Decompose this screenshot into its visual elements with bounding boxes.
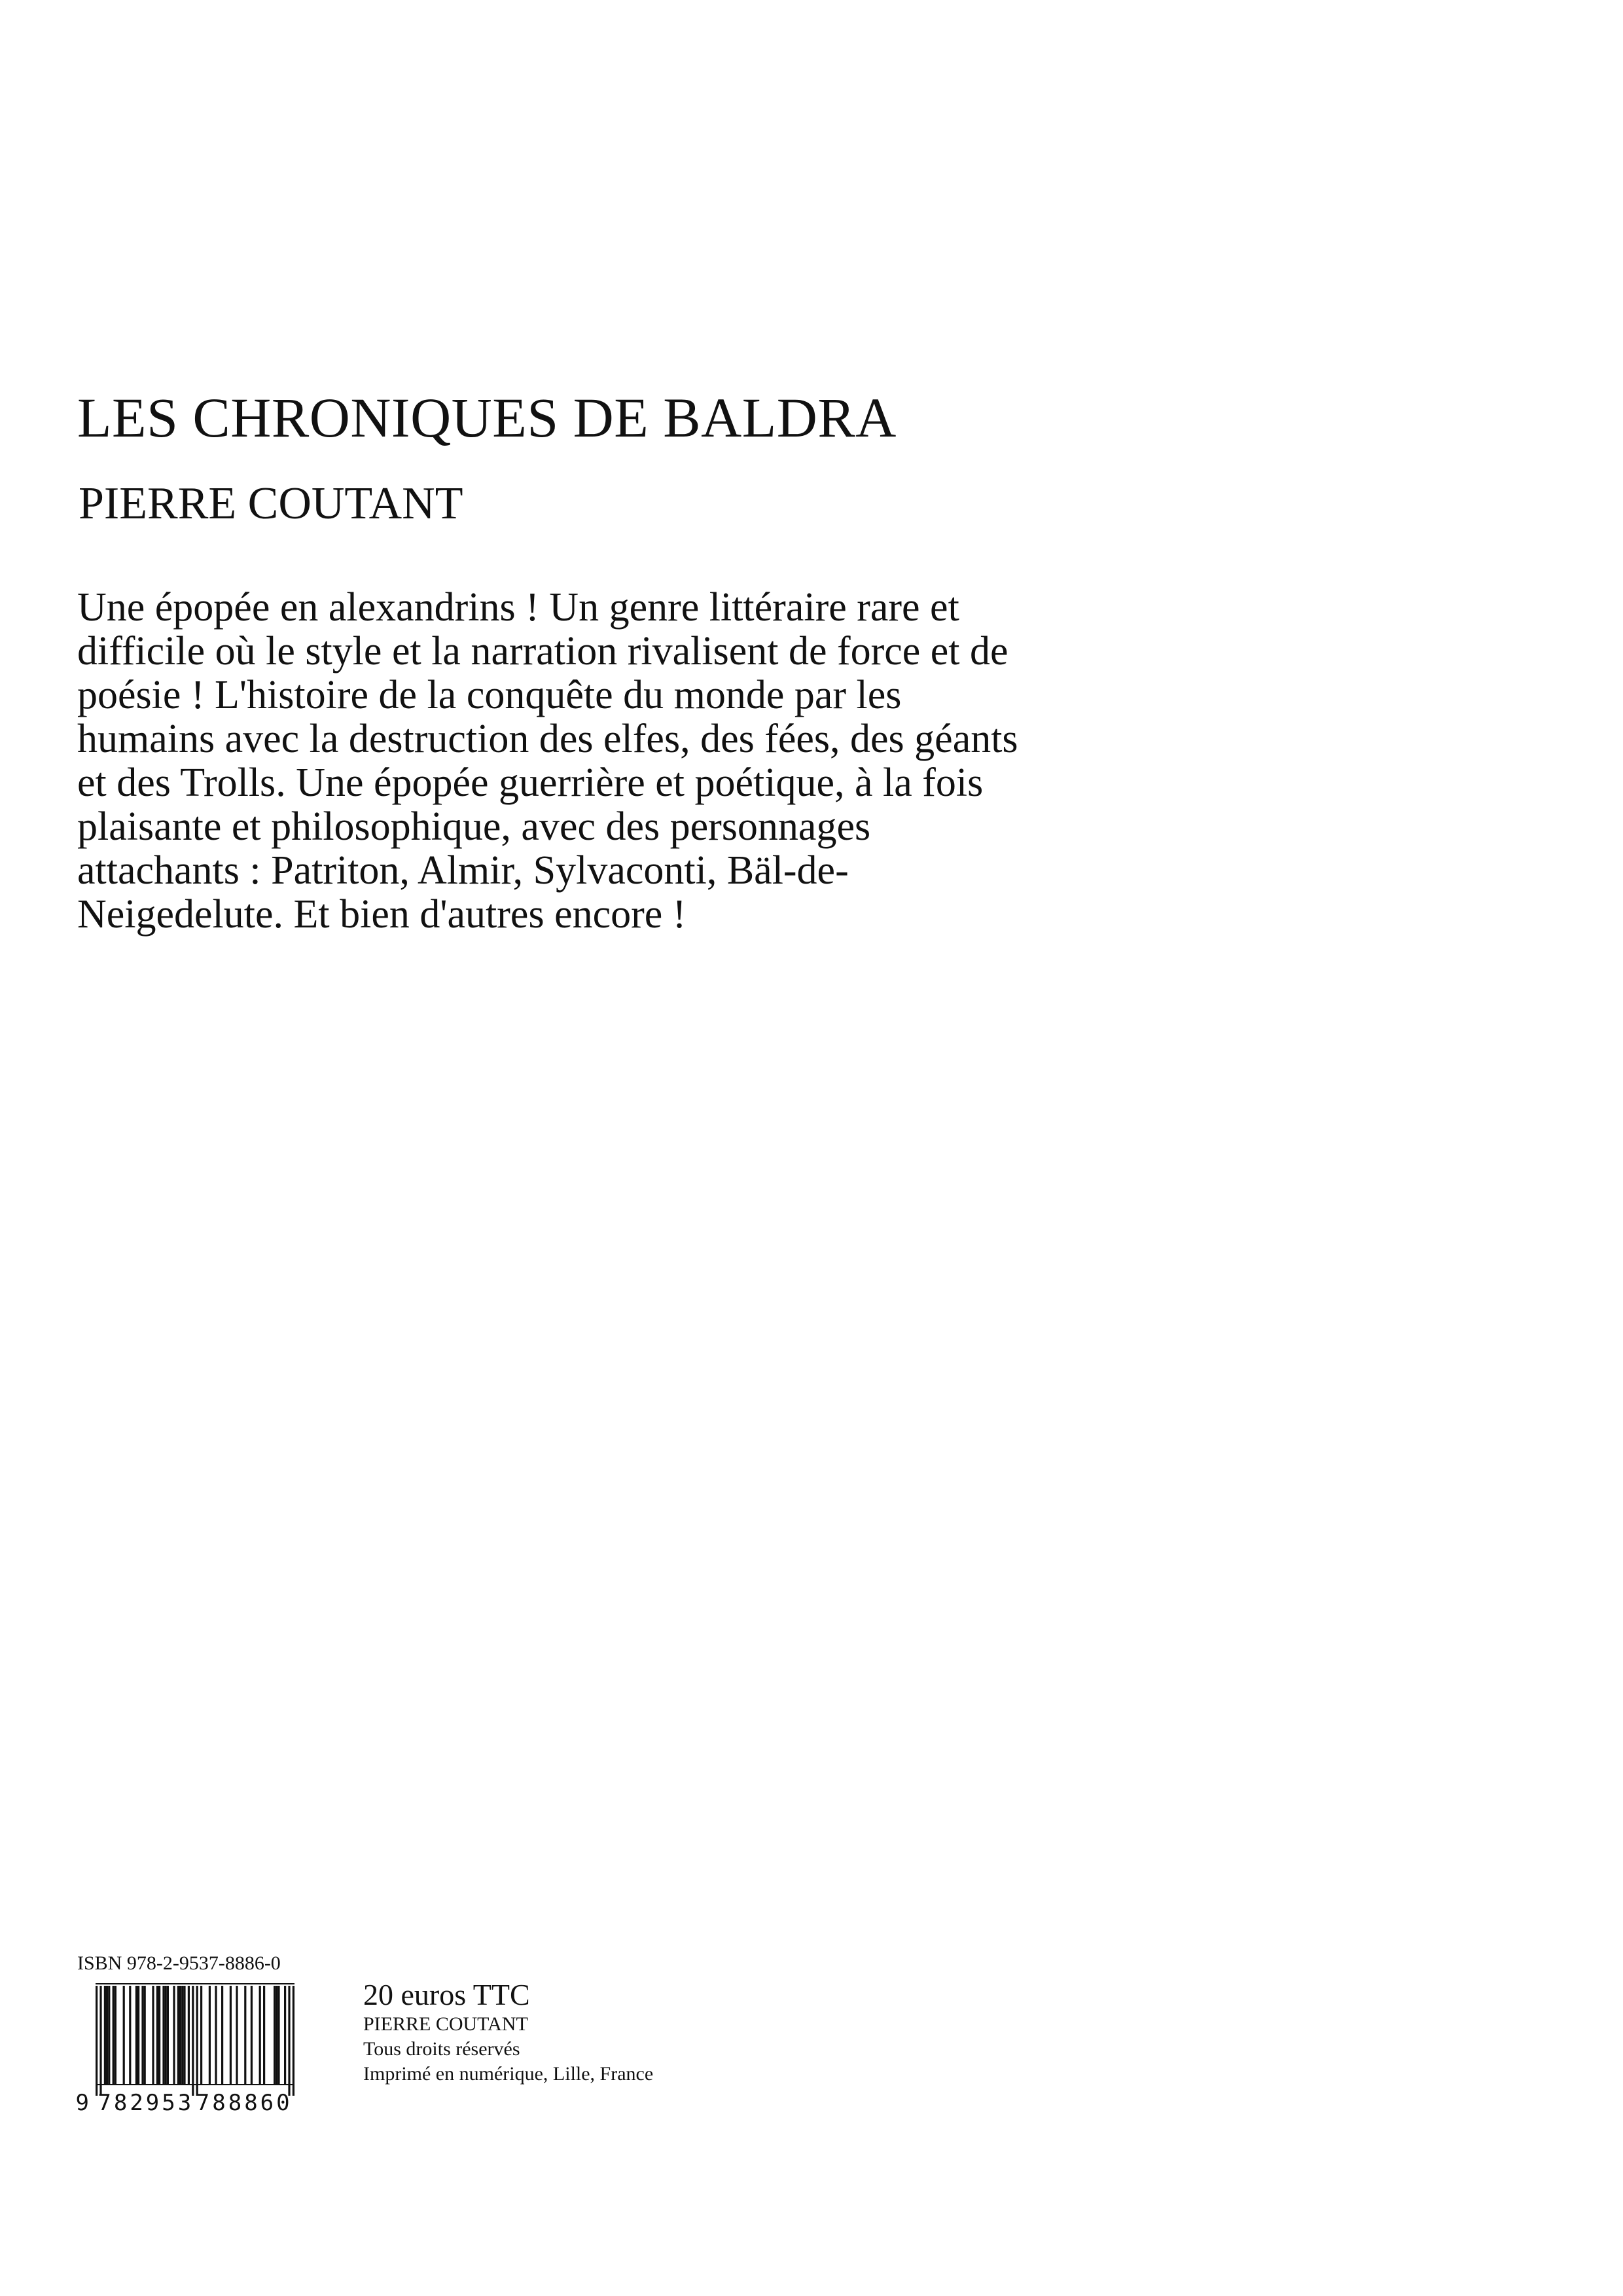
barcode-bar xyxy=(183,1986,185,2084)
barcode-bar xyxy=(106,1986,108,2084)
barcode-bar xyxy=(259,1986,261,2084)
ean-barcode xyxy=(77,1983,326,2114)
barcode-bar xyxy=(209,1986,211,2084)
imprint-block xyxy=(363,1978,653,2087)
book-title: LES CHRONIQUES DE BALDRA xyxy=(77,386,897,449)
barcode-bar xyxy=(179,1986,181,2084)
barcode-bar xyxy=(181,1986,183,2084)
barcode-bar xyxy=(196,1986,198,2096)
barcode-bar xyxy=(144,1986,146,2084)
barcode-bar xyxy=(108,1986,110,2084)
isbn-barcode-block xyxy=(77,1950,326,2114)
barcode-digits: 9 xyxy=(75,2090,92,2116)
barcode-bar xyxy=(156,1986,158,2084)
blurb-line: difficile où le style et la narration rivalisent de force et de xyxy=(77,629,1008,673)
barcode-bar xyxy=(158,1986,160,2084)
barcode-bar xyxy=(129,1986,131,2084)
back-cover-blurb xyxy=(77,586,1281,937)
barcode-bar xyxy=(277,1986,279,2084)
barcode-bar xyxy=(215,1986,217,2084)
barcode-bar xyxy=(152,1986,154,2084)
barcode-bar xyxy=(263,1986,265,2084)
blurb-line: Neigedelute. Et bien d'autres encore ! xyxy=(77,892,687,937)
barcode-bar xyxy=(96,1986,98,2096)
barcode-bar xyxy=(192,1986,194,2096)
price: 20 euros TTC xyxy=(363,1978,530,2011)
barcode-bar xyxy=(141,1986,143,2084)
blurb-line: et des Trolls. Une épopée guerrière et poétique, à la fois xyxy=(77,761,984,805)
barcode-bar xyxy=(236,1986,238,2084)
barcode-digits: 788860 xyxy=(196,2090,293,2116)
barcode-bar xyxy=(104,1986,106,2084)
barcode-frame-line xyxy=(96,1983,294,1984)
barcode-bar xyxy=(165,1986,167,2084)
barcode-bar xyxy=(188,1986,190,2084)
barcode-bar xyxy=(113,1986,115,2084)
barcode-bar xyxy=(244,1986,246,2084)
print-location: Imprimé en numérique, Lille, France xyxy=(363,2063,654,2085)
barcode-bar xyxy=(167,1986,169,2084)
barcode-bar xyxy=(135,1986,137,2084)
blurb-line: poésie ! L'histoire de la conquête du monde par les xyxy=(77,673,902,717)
blurb-line: humains avec la destruction des elfes, des fées, des géants xyxy=(77,717,1018,761)
book-author: PIERRE COUTANT xyxy=(79,478,463,529)
barcode-bar xyxy=(274,1986,276,2084)
barcode-bar xyxy=(137,1986,139,2084)
barcode-bar xyxy=(173,1986,175,2084)
publisher-name: PIERRE COUTANT xyxy=(363,2013,528,2035)
barcode-bar xyxy=(162,1986,164,2084)
barcode-bar xyxy=(221,1986,223,2084)
barcode-frame-line xyxy=(96,2084,294,2085)
barcode-bar xyxy=(288,1986,290,2096)
barcode-bar xyxy=(123,1986,125,2084)
barcode-bar xyxy=(200,1986,202,2084)
barcode-bar xyxy=(251,1986,253,2084)
blurb-line: attachants : Patriton, Almir, Sylvaconti, Bäl-de- xyxy=(77,848,849,893)
barcode-bar xyxy=(230,1986,232,2084)
rights-notice: Tous droits réservés xyxy=(363,2038,520,2060)
barcode-bar xyxy=(115,1986,116,2084)
barcode-bar xyxy=(99,1986,101,2096)
blurb-line: Une épopée en alexandrins ! Un genre littéraire rare et xyxy=(77,585,959,630)
barcode-bar xyxy=(177,1986,179,2084)
blurb-line: plaisante et philosophique, avec des personnages xyxy=(77,804,871,849)
isbn-label: ISBN 978-2-9537-8886-0 xyxy=(77,1952,281,1974)
barcode-bar xyxy=(284,1986,286,2084)
barcode-bar xyxy=(293,1986,294,2096)
barcode-digits: 782953 xyxy=(98,2090,194,2116)
barcode-bar xyxy=(276,1986,277,2084)
